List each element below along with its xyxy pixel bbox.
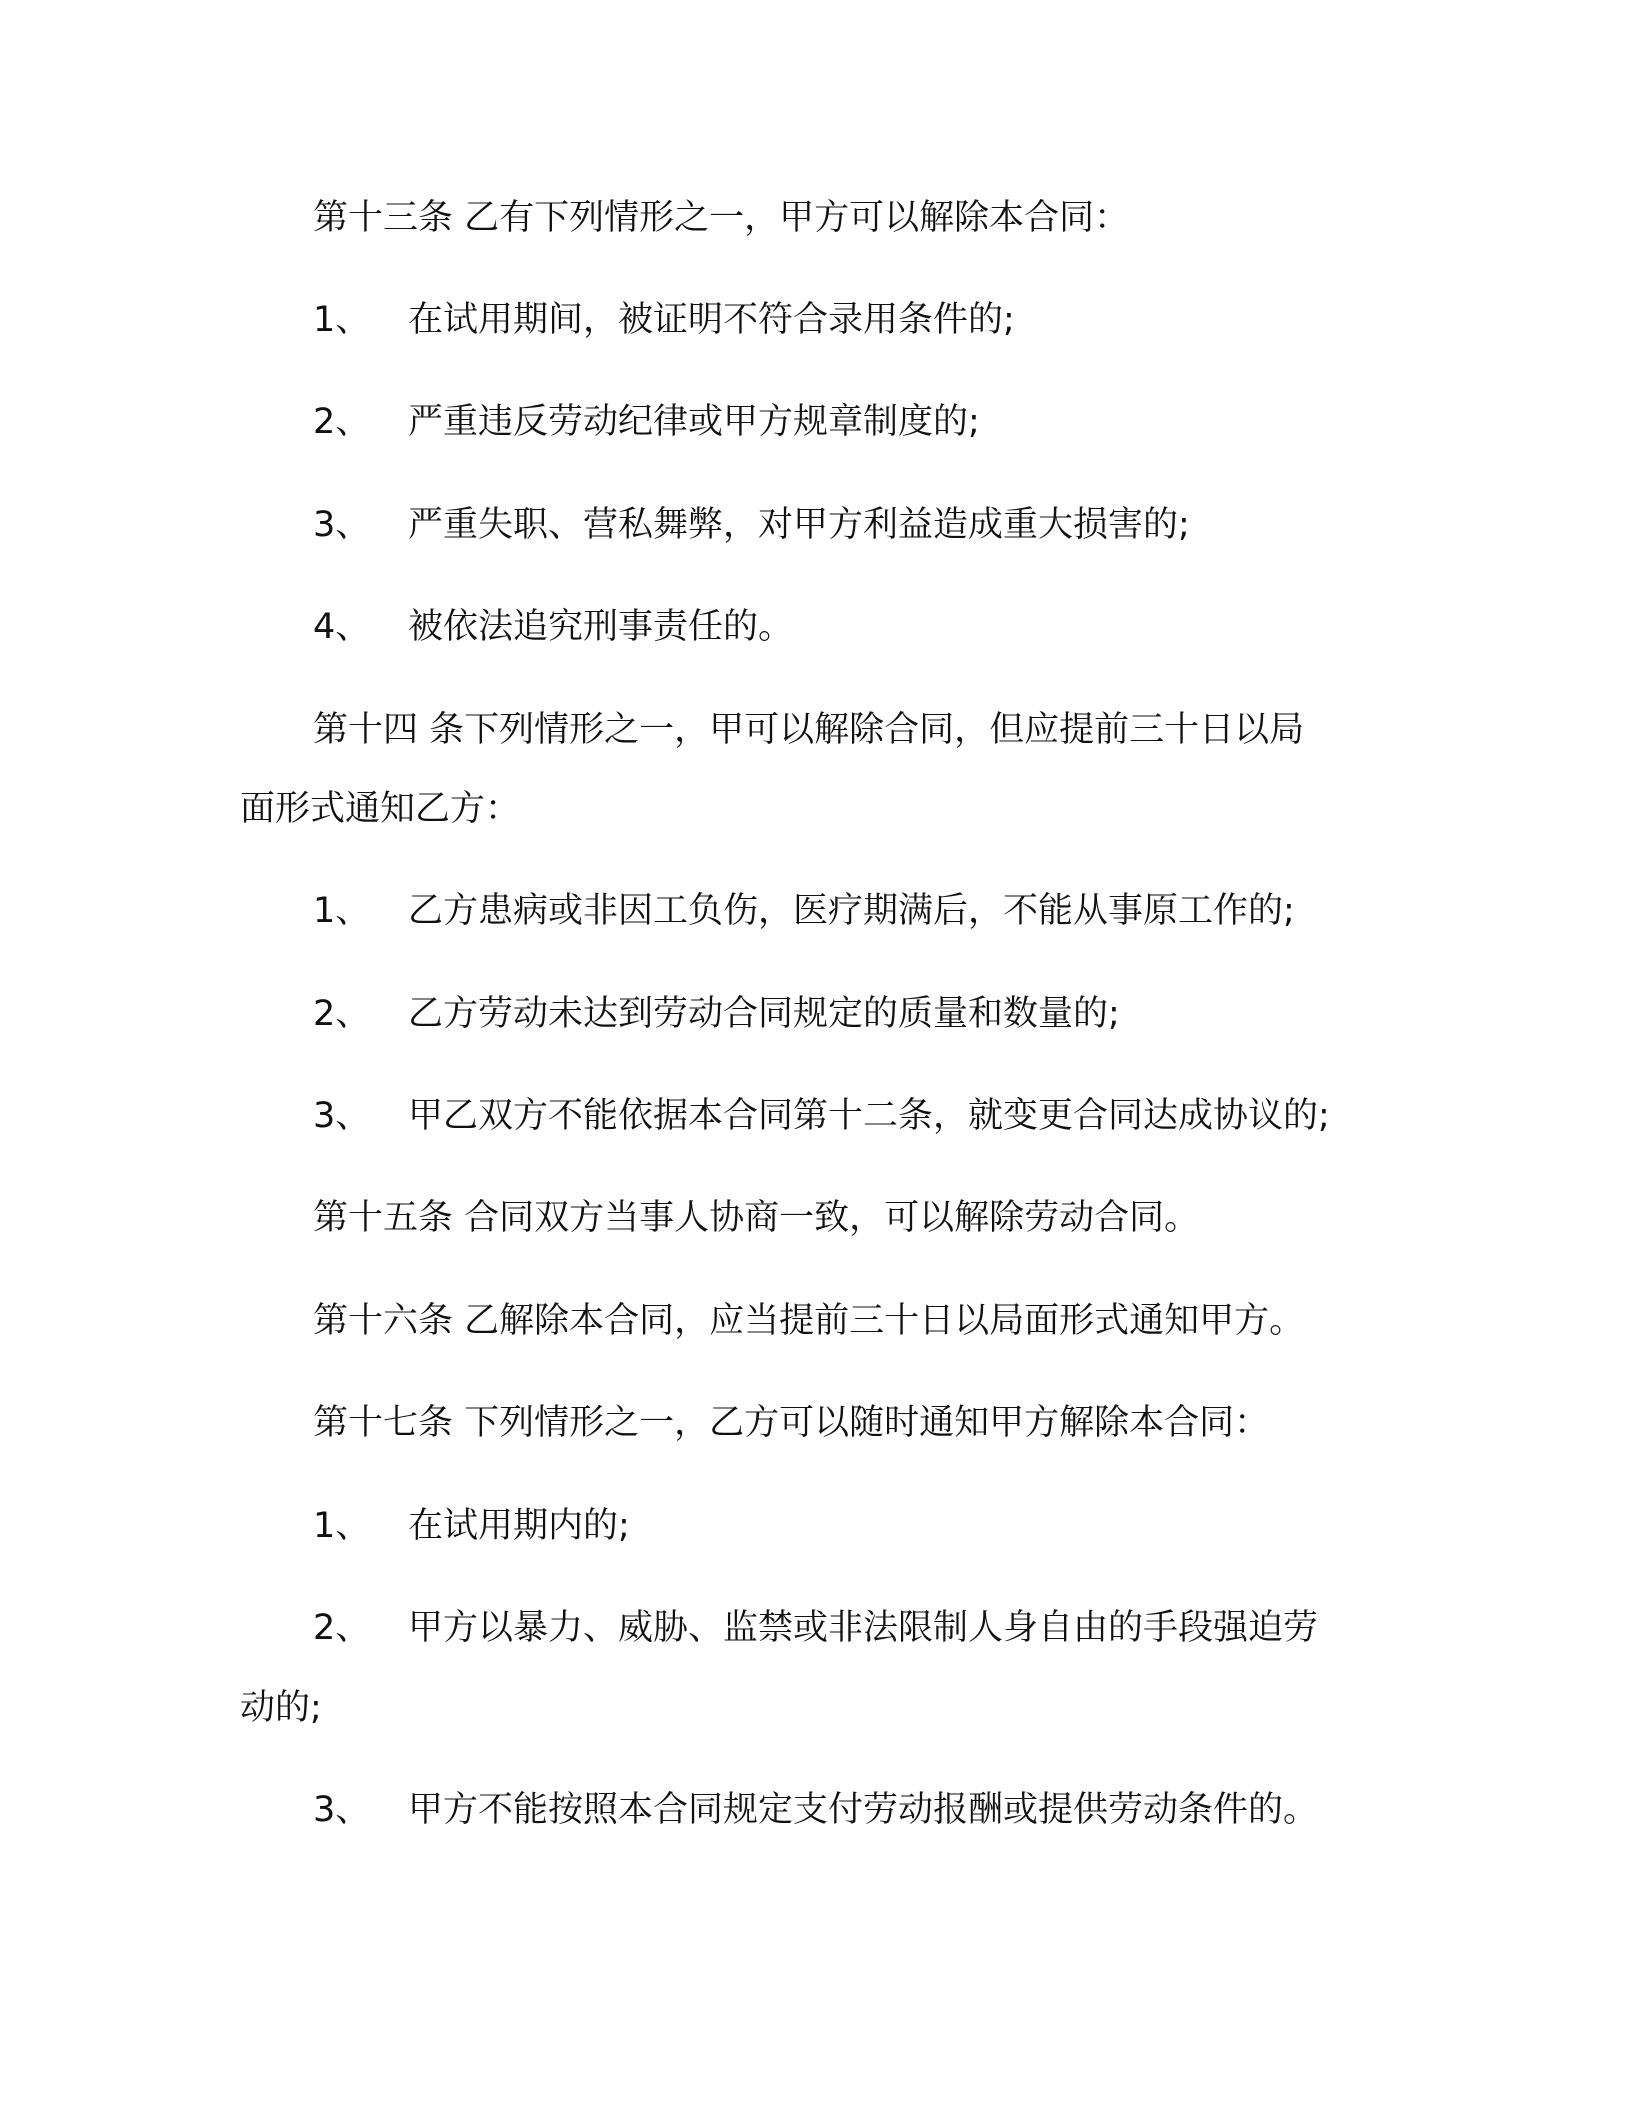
- line-text: 第十七条 下列情形之一，乙方可以随时通知甲方解除本合同：: [313, 1403, 1270, 1443]
- list-item: [313, 1604, 1318, 1652]
- item-text: 甲方不能按照本合同规定支付劳动报酬或提供劳动条件的。: [408, 1790, 1319, 1830]
- line-text: 第十四 条下列情形之一，甲可以解除合同，但应提前三十日以局: [313, 710, 1305, 750]
- item-text: 甲方以暴力、威胁、监禁或非法限制人身自由的手段强迫劳: [408, 1608, 1319, 1648]
- list-item: [313, 1092, 1330, 1140]
- line-text: 第十六条 乙解除本合同，应当提前三十日以局面形式通知甲方。: [313, 1301, 1305, 1341]
- list-item: [313, 1502, 630, 1550]
- item-number: 4、: [313, 607, 371, 647]
- line-text: 第十三条 乙有下列情形之一，甲方可以解除本合同：: [313, 198, 1130, 238]
- article-14-heading: [313, 706, 1304, 754]
- list-item: [313, 501, 1190, 549]
- article-13-heading: [313, 194, 1129, 242]
- article-14-continuation: [240, 785, 520, 833]
- item-text: 甲乙双方不能依据本合同第十二条，就变更合同达成协议的;: [408, 1096, 1330, 1136]
- list-item: [313, 398, 980, 446]
- article-17-heading: [313, 1399, 1269, 1447]
- article-15-heading: [313, 1194, 1199, 1242]
- item-text: 被依法追究刑事责任的。: [408, 607, 794, 647]
- item-text: 乙方劳动未达到劳动合同规定的质量和数量的;: [408, 994, 1120, 1034]
- item-text: 严重失职、营私舞弊，对甲方利益造成重大损害的;: [408, 505, 1190, 545]
- article-16-heading: [313, 1297, 1304, 1345]
- item-number: 1、: [313, 1506, 371, 1546]
- item-continuation: [240, 1684, 322, 1732]
- item-number: 2、: [313, 402, 371, 442]
- line-text: 面形式通知乙方：: [240, 789, 521, 829]
- list-item: [313, 603, 793, 651]
- item-text: 乙方患病或非因工负伤，医疗期满后，不能从事原工作的;: [408, 891, 1295, 931]
- list-item: [313, 990, 1120, 1038]
- item-number: 3、: [313, 1790, 371, 1830]
- list-item: [313, 296, 1015, 344]
- item-number: 2、: [313, 1608, 371, 1648]
- line-text: 第十五条 合同双方当事人协商一致，可以解除劳动合同。: [313, 1198, 1200, 1238]
- item-number: 1、: [313, 891, 371, 931]
- item-text: 严重违反劳动纪律或甲方规章制度的;: [408, 402, 980, 442]
- item-number: 3、: [313, 505, 371, 545]
- item-number: 3、: [313, 1096, 371, 1136]
- list-item: [313, 1786, 1318, 1834]
- item-text: 在试用期间，被证明不符合录用条件的;: [408, 300, 1015, 340]
- line-text: 动的;: [240, 1688, 322, 1728]
- item-number: 2、: [313, 994, 371, 1034]
- item-text: 在试用期内的;: [408, 1506, 630, 1546]
- list-item: [313, 887, 1295, 935]
- item-number: 1、: [313, 300, 371, 340]
